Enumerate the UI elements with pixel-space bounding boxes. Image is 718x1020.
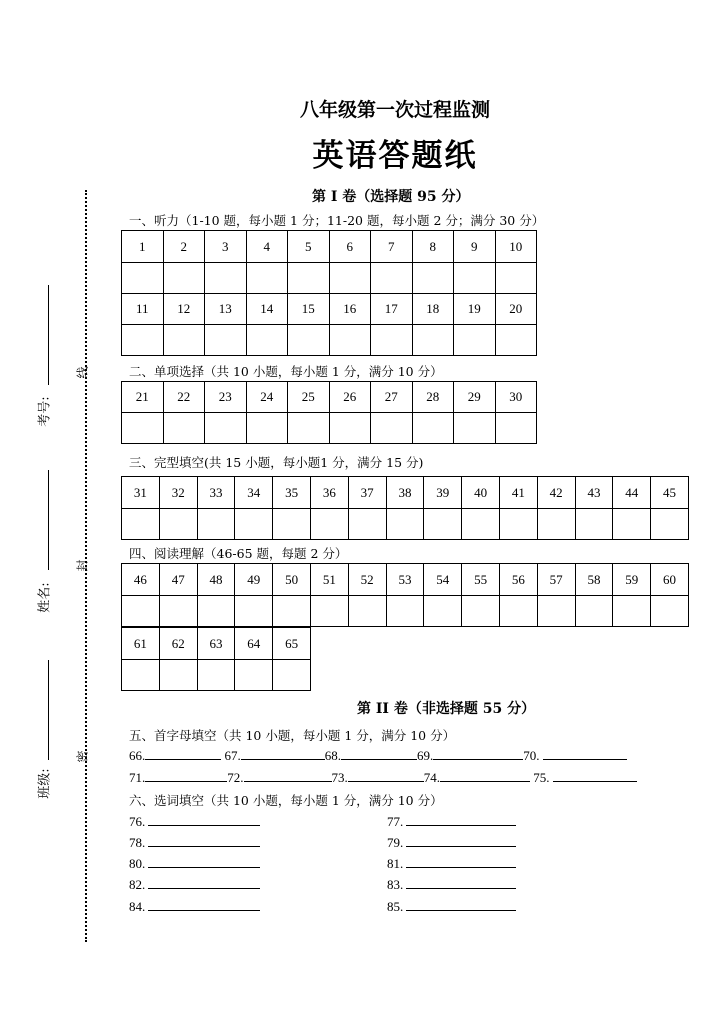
- banji-label: 班级:: [37, 768, 53, 799]
- item-number: 85.: [387, 899, 404, 914]
- item-number: 83.: [387, 877, 404, 892]
- item-68: 68.: [324, 748, 341, 763]
- question-number-36: 36: [310, 477, 348, 509]
- item-number: 76.: [129, 814, 146, 829]
- answer-sheet-title: 英语答题纸: [312, 138, 478, 174]
- answer-cell[interactable]: [454, 413, 496, 444]
- answer-cell[interactable]: [163, 413, 205, 444]
- question-number-13: 13: [205, 294, 247, 325]
- sec6-item-right: [387, 899, 516, 915]
- question-number-27: 27: [371, 382, 413, 413]
- sec6-item-right: [387, 835, 516, 851]
- question-number-63: 63: [197, 628, 235, 660]
- answer-cell[interactable]: [613, 509, 651, 540]
- sec6-item-left: [129, 814, 260, 830]
- answer-blank[interactable]: [406, 814, 516, 826]
- question-number-17: 17: [371, 294, 413, 325]
- answer-cell[interactable]: [613, 596, 651, 627]
- sec4-table-b: [121, 627, 311, 691]
- answer-cell[interactable]: [246, 413, 288, 444]
- question-number-62: 62: [159, 628, 197, 660]
- item-75: 75.: [533, 770, 550, 785]
- sec6-item-left: [129, 835, 260, 851]
- xingming-label: 姓名:: [37, 582, 53, 613]
- answer-cell[interactable]: [499, 509, 537, 540]
- answer-blank[interactable]: [145, 748, 221, 760]
- answer-cell[interactable]: [122, 596, 160, 627]
- question-number-8: 8: [412, 231, 454, 263]
- answer-cell[interactable]: [273, 596, 311, 627]
- sec6-item-right: [387, 814, 516, 830]
- answer-cell[interactable]: [495, 413, 537, 444]
- sec5-title: 五、首字母填空（共 10 小题，每小题 1 分，满分 10 分）: [129, 728, 456, 743]
- answer-cell[interactable]: [651, 596, 689, 627]
- answer-cell[interactable]: [575, 596, 613, 627]
- question-number-25: 25: [288, 382, 330, 413]
- answer-cell[interactable]: [205, 413, 247, 444]
- banji-line: [48, 660, 49, 760]
- answer-blank[interactable]: [406, 856, 516, 868]
- question-number-6: 6: [329, 231, 371, 263]
- answer-cell[interactable]: [122, 413, 164, 444]
- sec6-item-left: [129, 856, 260, 872]
- answer-cell[interactable]: [159, 509, 197, 540]
- answer-cell[interactable]: [454, 325, 496, 356]
- question-number-45: 45: [651, 477, 689, 509]
- answer-cell[interactable]: [348, 596, 386, 627]
- question-number-31: 31: [122, 477, 160, 509]
- question-number-7: 7: [371, 231, 413, 263]
- question-number-43: 43: [575, 477, 613, 509]
- answer-blank[interactable]: [348, 770, 424, 782]
- answer-cell[interactable]: [205, 325, 247, 356]
- kaohao-line: [48, 285, 49, 385]
- sec6-item-right: [387, 856, 516, 872]
- question-number-20: 20: [495, 294, 537, 325]
- answer-blank[interactable]: [440, 770, 530, 782]
- question-number-52: 52: [348, 564, 386, 596]
- question-number-23: 23: [205, 382, 247, 413]
- answer-cell[interactable]: [386, 509, 424, 540]
- answer-cell[interactable]: [288, 413, 330, 444]
- sec5-row1: [129, 748, 627, 764]
- item-number: 82.: [129, 877, 146, 892]
- answer-blank[interactable]: [241, 748, 325, 760]
- answer-cell[interactable]: [205, 263, 247, 294]
- answer-cell[interactable]: [386, 596, 424, 627]
- part1-title: 第 I 卷（选择题 95 分）: [312, 189, 470, 205]
- question-number-11: 11: [122, 294, 164, 325]
- answer-cell[interactable]: [246, 263, 288, 294]
- answer-cell[interactable]: [329, 325, 371, 356]
- answer-cell[interactable]: [495, 263, 537, 294]
- sec6-title: 六、选词填空（共 10 小题，每小题 1 分，满分 10 分）: [129, 793, 443, 808]
- item-74: 74.: [423, 770, 440, 785]
- item-73: 73.: [331, 770, 348, 785]
- answer-cell[interactable]: [329, 263, 371, 294]
- answer-cell[interactable]: [197, 596, 235, 627]
- question-number-59: 59: [613, 564, 651, 596]
- answer-cell[interactable]: [412, 263, 454, 294]
- answer-cell[interactable]: [348, 509, 386, 540]
- item-number: 78.: [129, 835, 146, 850]
- answer-cell[interactable]: [122, 325, 164, 356]
- answer-cell[interactable]: [288, 325, 330, 356]
- question-number-28: 28: [412, 382, 454, 413]
- question-number-64: 64: [235, 628, 273, 660]
- kaohao-label: 考号:: [37, 396, 53, 427]
- answer-cell[interactable]: [371, 413, 413, 444]
- sec3-table: [121, 476, 689, 540]
- sec5-row2: [129, 770, 637, 786]
- item-69: 69.: [417, 748, 434, 763]
- feng-char: 封: [75, 559, 90, 572]
- answer-cell[interactable]: [163, 325, 205, 356]
- sec6-item-left: [129, 877, 260, 893]
- item-71: 71.: [129, 770, 146, 785]
- question-number-24: 24: [246, 382, 288, 413]
- item-number: 77.: [387, 814, 404, 829]
- question-number-48: 48: [197, 564, 235, 596]
- mi-char: 密: [75, 750, 90, 763]
- item-70: 70.: [523, 748, 540, 763]
- question-number-30: 30: [495, 382, 537, 413]
- question-number-34: 34: [235, 477, 273, 509]
- answer-cell[interactable]: [235, 660, 273, 691]
- question-number-15: 15: [288, 294, 330, 325]
- part2-title: 第 II 卷（非选择题 55 分）: [357, 701, 536, 717]
- answer-blank[interactable]: [148, 899, 260, 911]
- answer-cell[interactable]: [412, 325, 454, 356]
- sec4-table-a: [121, 563, 689, 627]
- answer-cell[interactable]: [122, 263, 164, 294]
- question-number-2: 2: [163, 231, 205, 263]
- answer-cell[interactable]: [273, 660, 311, 691]
- question-number-16: 16: [329, 294, 371, 325]
- answer-cell[interactable]: [499, 596, 537, 627]
- question-number-37: 37: [348, 477, 386, 509]
- question-number-26: 26: [329, 382, 371, 413]
- answer-cell[interactable]: [329, 413, 371, 444]
- question-number-57: 57: [537, 564, 575, 596]
- answer-cell[interactable]: [122, 509, 160, 540]
- sec2-table: [121, 381, 537, 444]
- item-number: 84.: [129, 899, 146, 914]
- answer-blank[interactable]: [406, 899, 516, 911]
- answer-cell[interactable]: [197, 509, 235, 540]
- answer-cell[interactable]: [197, 660, 235, 691]
- question-number-18: 18: [412, 294, 454, 325]
- question-number-22: 22: [163, 382, 205, 413]
- answer-blank[interactable]: [145, 770, 227, 782]
- question-number-33: 33: [197, 477, 235, 509]
- question-number-4: 4: [246, 231, 288, 263]
- item-number: 81.: [387, 856, 404, 871]
- answer-blank[interactable]: [553, 770, 637, 782]
- answer-cell[interactable]: [159, 596, 197, 627]
- question-number-65: 65: [273, 628, 311, 660]
- answer-cell[interactable]: [235, 509, 273, 540]
- answer-blank[interactable]: [148, 877, 260, 889]
- question-number-61: 61: [122, 628, 160, 660]
- question-number-32: 32: [159, 477, 197, 509]
- answer-cell[interactable]: [424, 509, 462, 540]
- answer-cell[interactable]: [651, 509, 689, 540]
- question-number-21: 21: [122, 382, 164, 413]
- question-number-58: 58: [575, 564, 613, 596]
- sec3-title: 三、完型填空(共 15 小题，每小题1 分，满分 15 分): [129, 455, 424, 470]
- question-number-56: 56: [499, 564, 537, 596]
- question-number-40: 40: [462, 477, 500, 509]
- question-number-9: 9: [454, 231, 496, 263]
- xingming-line: [48, 470, 49, 570]
- question-number-49: 49: [235, 564, 273, 596]
- answer-cell[interactable]: [163, 263, 205, 294]
- answer-cell[interactable]: [537, 596, 575, 627]
- question-number-3: 3: [205, 231, 247, 263]
- answer-cell[interactable]: [246, 325, 288, 356]
- sec4-title: 四、阅读理解（46-65 题，每题 2 分）: [129, 546, 348, 561]
- answer-cell[interactable]: [122, 660, 160, 691]
- question-number-42: 42: [537, 477, 575, 509]
- question-number-12: 12: [163, 294, 205, 325]
- sec6-item-left: [129, 899, 260, 915]
- question-number-10: 10: [495, 231, 537, 263]
- question-number-1: 1: [122, 231, 164, 263]
- question-number-19: 19: [454, 294, 496, 325]
- answer-blank[interactable]: [244, 770, 332, 782]
- answer-blank[interactable]: [406, 877, 516, 889]
- answer-cell[interactable]: [159, 660, 197, 691]
- question-number-39: 39: [424, 477, 462, 509]
- item-72: 72.: [227, 770, 244, 785]
- question-number-38: 38: [386, 477, 424, 509]
- answer-cell[interactable]: [371, 325, 413, 356]
- item-66: 66.: [129, 748, 146, 763]
- question-number-50: 50: [273, 564, 311, 596]
- answer-blank[interactable]: [433, 748, 523, 760]
- answer-cell[interactable]: [310, 596, 348, 627]
- answer-blank[interactable]: [148, 814, 260, 826]
- answer-cell[interactable]: [424, 596, 462, 627]
- xian-char: 线: [75, 366, 90, 379]
- question-number-44: 44: [613, 477, 651, 509]
- answer-cell[interactable]: [454, 263, 496, 294]
- question-number-60: 60: [651, 564, 689, 596]
- answer-cell[interactable]: [371, 263, 413, 294]
- question-number-47: 47: [159, 564, 197, 596]
- answer-cell[interactable]: [575, 509, 613, 540]
- answer-cell[interactable]: [288, 263, 330, 294]
- question-number-51: 51: [310, 564, 348, 596]
- question-number-53: 53: [386, 564, 424, 596]
- question-number-29: 29: [454, 382, 496, 413]
- answer-cell[interactable]: [462, 509, 500, 540]
- answer-cell[interactable]: [462, 596, 500, 627]
- answer-cell[interactable]: [310, 509, 348, 540]
- answer-blank[interactable]: [543, 748, 627, 760]
- sec1-title: 一、听力（1-10 题，每小题 1 分；11-20 题，每小题 2 分；满分 30 分）: [129, 213, 545, 228]
- answer-cell[interactable]: [537, 509, 575, 540]
- question-number-55: 55: [462, 564, 500, 596]
- question-number-35: 35: [273, 477, 311, 509]
- answer-blank[interactable]: [341, 748, 417, 760]
- question-number-41: 41: [499, 477, 537, 509]
- answer-cell[interactable]: [412, 413, 454, 444]
- item-number: 80.: [129, 856, 146, 871]
- question-number-14: 14: [246, 294, 288, 325]
- answer-cell[interactable]: [273, 509, 311, 540]
- question-number-46: 46: [122, 564, 160, 596]
- answer-blank[interactable]: [148, 856, 260, 868]
- answer-cell[interactable]: [495, 325, 537, 356]
- question-number-5: 5: [288, 231, 330, 263]
- exam-title: 八年级第一次过程监测: [299, 99, 490, 121]
- item-67: 67.: [224, 748, 241, 763]
- answer-blank[interactable]: [148, 835, 260, 847]
- item-number: 79.: [387, 835, 404, 850]
- answer-cell[interactable]: [235, 596, 273, 627]
- sec6-item-right: [387, 877, 516, 893]
- question-number-54: 54: [424, 564, 462, 596]
- answer-blank[interactable]: [406, 835, 516, 847]
- sec2-title: 二、单项选择（共 10 小题，每小题 1 分，满分 10 分）: [129, 364, 443, 379]
- sec1-table: [121, 230, 537, 356]
